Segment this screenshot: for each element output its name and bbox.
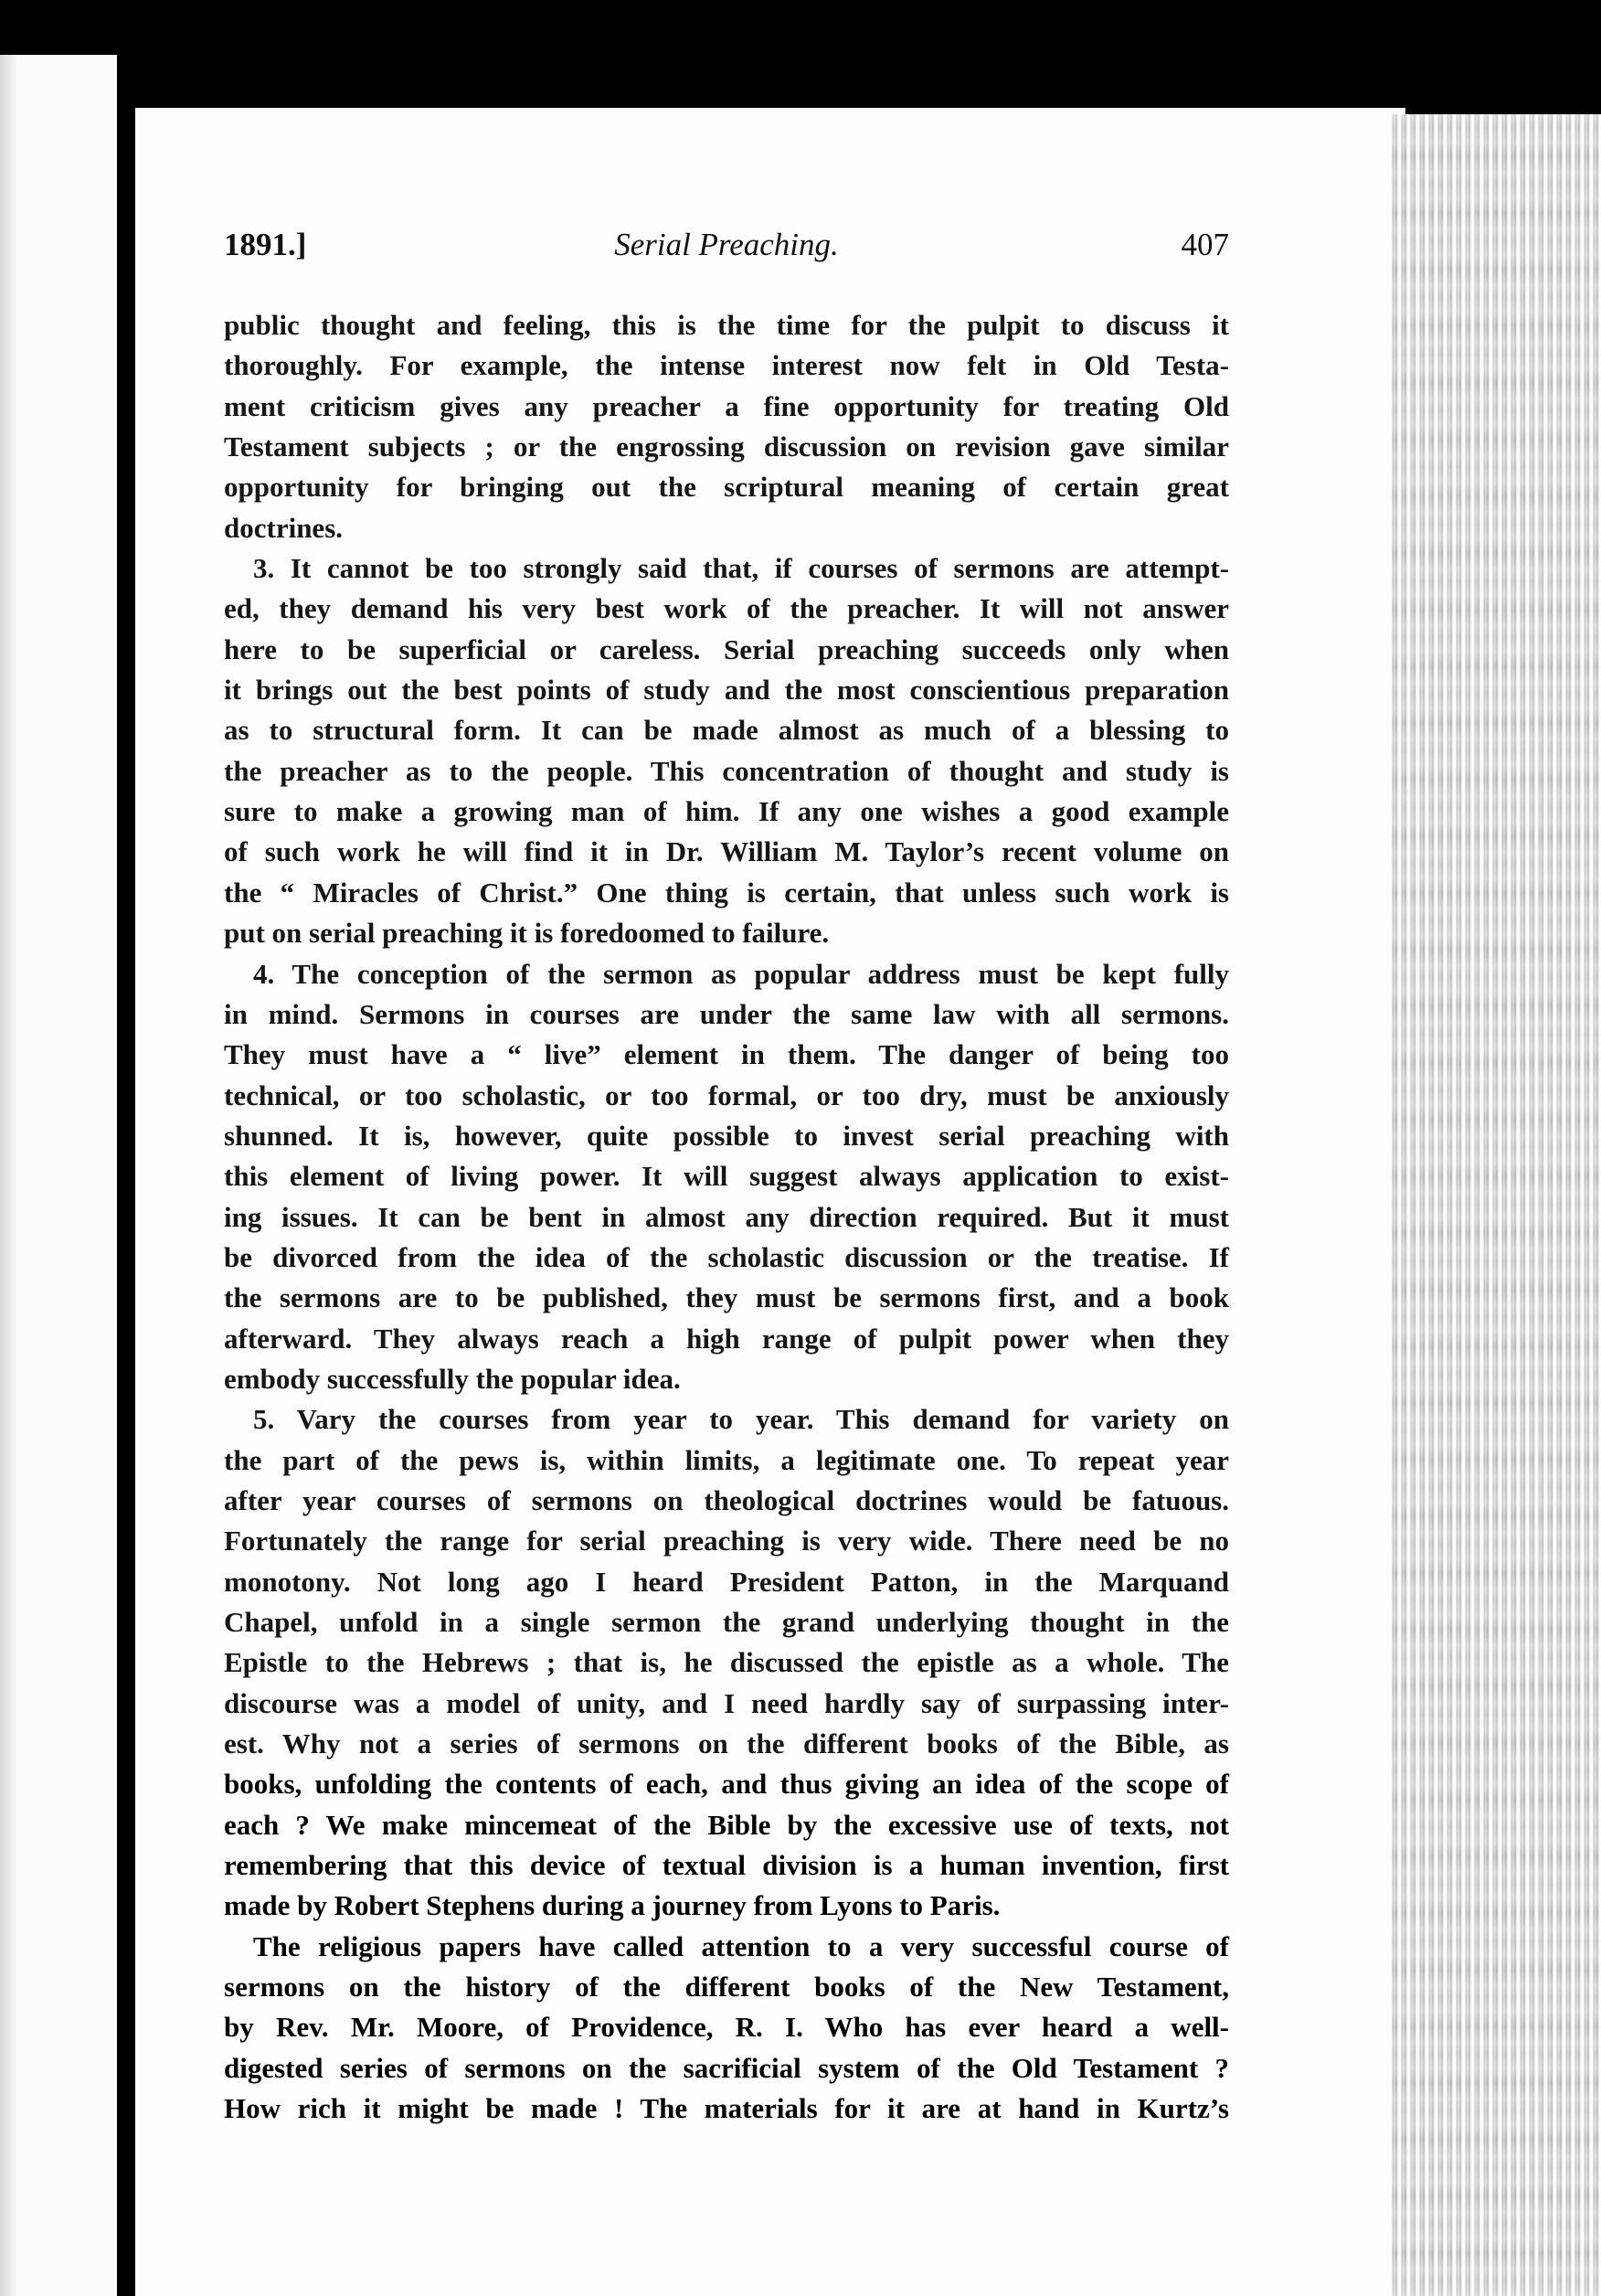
- text-line: discourse was a model of unity, and I need hardly say of surpassing inter-: [224, 1686, 1229, 1719]
- text-line: sermons on the history of the different books of the New Testament,: [224, 1971, 1229, 2004]
- text-line: Chapel, unfold in a single sermon the grand underlying thought in the: [224, 1606, 1229, 1638]
- text-line: the sermons are to be published, they must be sermons first, and a book: [224, 1281, 1229, 1314]
- text-line: remembering that this device of textual division is a human invention, first: [224, 1849, 1229, 1882]
- text-line: the preacher as to the people. This concentration of thought and study is: [224, 754, 1229, 787]
- page-edges: [1389, 114, 1601, 2296]
- text-line: technical, or too scholastic, or too formal, or too dry, must be anxiously: [224, 1079, 1229, 1111]
- body-text: [224, 305, 1229, 2129]
- text-line: after year courses of sermons on theological doctrines would be fatuous.: [224, 1483, 1229, 1516]
- text-line: this element of living power. It will suggest always application to exist-: [224, 1160, 1229, 1193]
- text-line: 4. The conception of the sermon as popular address must be kept fully: [253, 957, 1229, 990]
- text-line: of such work he will find it in Dr. William M. Taylor’s recent volume on: [224, 835, 1229, 868]
- text-line: thoroughly. For example, the intense interest now felt in Old Testa-: [224, 349, 1229, 382]
- text-line: as to structural form. It can be made almost as much of a blessing to: [224, 714, 1229, 747]
- text-line: digested series of sermons on the sacrificial system of the Old Testament ?: [224, 2051, 1229, 2084]
- text-line: Fortunately the range for serial preaching is very wide. There need be no: [224, 1525, 1229, 1557]
- header-year: 1891.]: [224, 227, 307, 262]
- text-line: est. Why not a series of sermons on the different books of the Bible, as: [224, 1727, 1229, 1760]
- text-line: the “ Miracles of Christ.” One thing is certain, that unless such work is: [224, 876, 1229, 909]
- text-line: How rich it might be made ! The materials for it are at hand in Kurtz’s: [224, 2092, 1229, 2125]
- text-line: ment criticism gives any preacher a fine opportunity for treating Old: [224, 389, 1229, 422]
- text-line: made by Robert Stephens during a journey from Lyons to Paris.: [224, 1889, 1001, 1922]
- text-line: opportunity for bringing out the scriptural meaning of certain great: [224, 471, 1229, 504]
- text-line: be divorced from the idea of the scholastic discussion or the treatise. If: [224, 1240, 1229, 1273]
- left-page-gutter-shadow: [0, 55, 16, 2296]
- text-line: 5. Vary the courses from year to year. This demand for variety on: [253, 1403, 1229, 1436]
- header-title: Serial Preaching.: [614, 227, 839, 262]
- text-line: shunned. It is, however, quite possible to invest serial preaching with: [224, 1119, 1229, 1152]
- text-line: sure to make a growing man of him. If any one wishes a good example: [224, 795, 1229, 828]
- text-line: in mind. Sermons in courses are under the same law with all sermons.: [224, 997, 1229, 1030]
- text-line: The religious papers have called attention to a very successful course of: [253, 1929, 1229, 1962]
- text-line: doctrines.: [224, 511, 344, 544]
- page-number: 407: [1181, 227, 1229, 262]
- text-line: 3. It cannot be too strongly said that, if courses of sermons are attempt-: [253, 552, 1229, 585]
- text-line: embody successfully the popular idea.: [224, 1362, 681, 1395]
- text-line: They must have a “ live” element in them. The danger of being too: [224, 1038, 1229, 1071]
- text-line: here to be superficial or careless. Serial preaching succeeds only when: [224, 632, 1229, 665]
- text-line: public thought and feeling, this is the time for the pulpit to discuss it: [224, 309, 1229, 341]
- text-line: monotony. Not long ago I heard President Patton, in the Marquand: [224, 1565, 1229, 1598]
- text-line: each ? We make mincemeat of the Bible by the excessive use of texts, not: [224, 1808, 1229, 1841]
- text-line: books, unfolding the contents of each, and thus giving an idea of the scope of: [224, 1768, 1229, 1801]
- text-line: put on serial preaching it is foredoomed to failure.: [224, 917, 830, 950]
- text-line: ing issues. It can be bent in almost any direction required. But it must: [224, 1200, 1229, 1233]
- text-line: ed, they demand his very best work of the preacher. It will not answer: [224, 592, 1229, 625]
- text-line: it brings out the best points of study and the most conscientious preparation: [224, 674, 1229, 707]
- running-header: [224, 227, 1229, 282]
- text-line: Epistle to the Hebrews ; that is, he discussed the epistle as a whole. The: [224, 1646, 1229, 1679]
- text-line: Testament subjects ; or the engrossing discussion on revision gave similar: [224, 430, 1229, 463]
- text-line: the part of the pews is, within limits, a legitimate one. To repeat year: [224, 1443, 1229, 1476]
- left-page-edge: [0, 55, 117, 2296]
- text-line: by Rev. Mr. Moore, of Providence, R. I. Who has ever heard a well-: [224, 2011, 1229, 2044]
- text-line: afterward. They always reach a high range of pulpit power when they: [224, 1322, 1229, 1355]
